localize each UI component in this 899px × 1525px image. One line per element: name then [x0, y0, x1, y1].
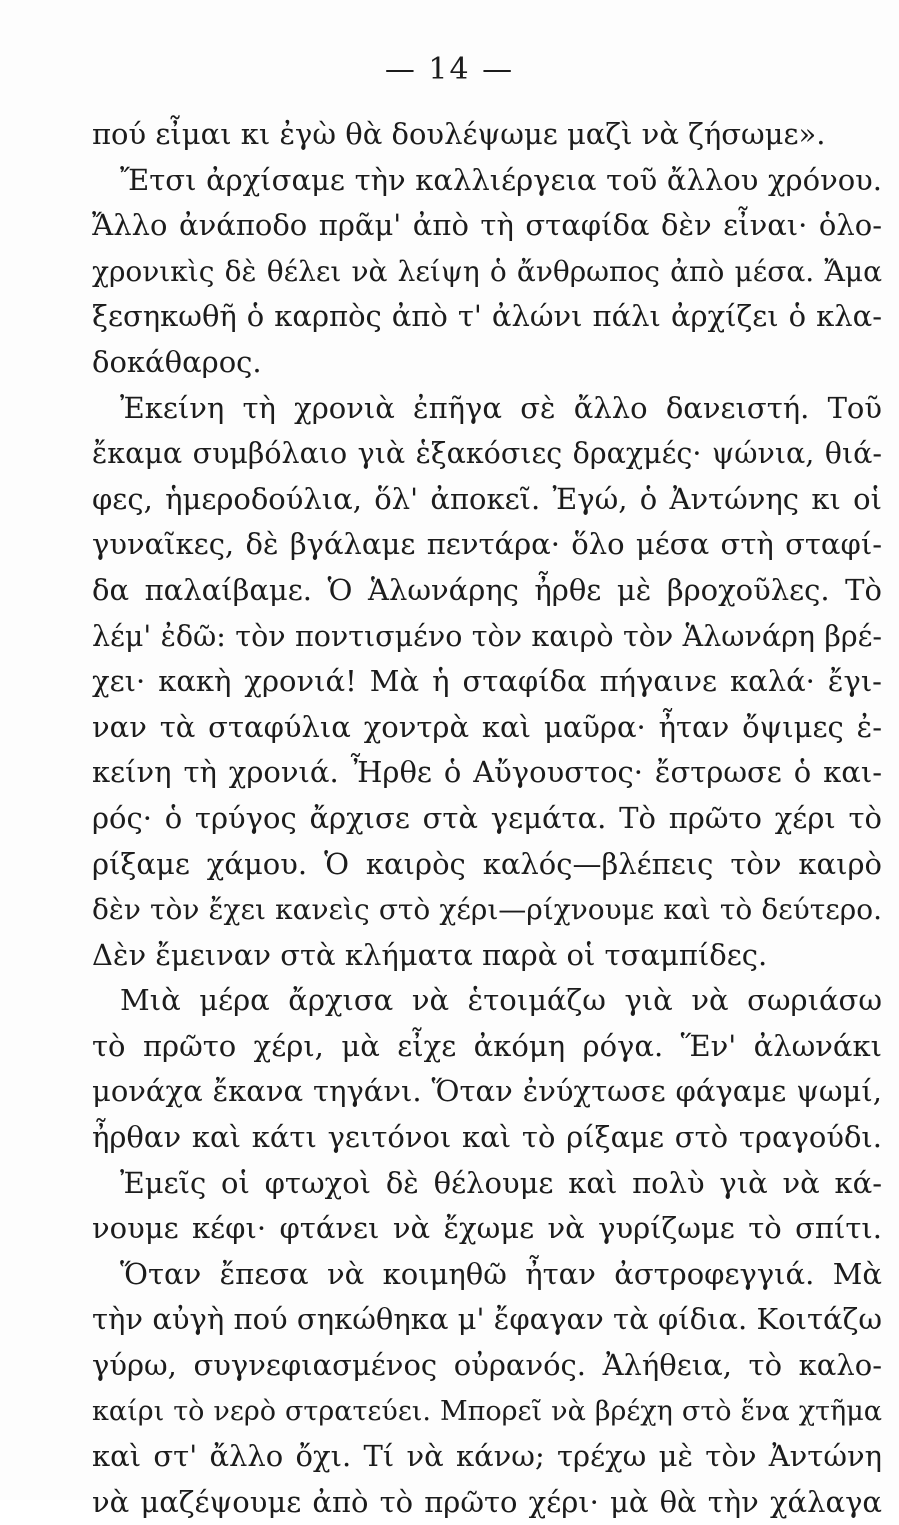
text-line: τὴν αὐγὴ πού σηκώθηκα μ' ἔφαγαν τὰ φίδια. Κοιτάζω — [92, 1302, 882, 1337]
text-line: Ὅταν ἔπεσα νὰ κοιμηθῶ ἦταν ἀστροφεγγιά. Μὰ — [120, 1256, 882, 1291]
text-line: φες, ἡμεροδούλια, ὅλ' ἀποκεῖ. Ἐγώ, ὁ Ἀντώνης κι οἱ — [92, 481, 882, 516]
text-line: ξεσηκωθῆ ὁ καρπὸς ἀπὸ τ' ἀλώνι πάλι ἀρχίζει ὁ κλα- — [92, 299, 882, 334]
text-line: ἔκαμα συμβόλαιο γιὰ ἑξακόσιες δραχμές· ψώνια, θιά- — [92, 437, 882, 471]
text-line: καίρι τὸ νερὸ στρατεύει. Μπορεῖ νὰ βρέχη στὸ ἕνα χτῆμα — [92, 1395, 882, 1427]
text-line: κείνη τὴ χρονιά. Ἦρθε ὁ Αὔγουστος· ἔστρωσε ὁ και- — [92, 755, 882, 790]
text-line: Ἄλλο ἀνάποδο πρᾶμ' ἀπὸ τὴ σταφίδα δὲν εἶναι· ὁλο- — [92, 208, 882, 243]
text-line: Μιὰ μέρα ἄρχισα νὰ ἑτοιμάζω γιὰ νὰ σωριάσω — [120, 983, 882, 1018]
body-text — [92, 112, 882, 1525]
text-line: πού εἶμαι κι ἐγὼ θὰ δουλέψωμε μαζὶ νὰ ζήσωμε». — [92, 117, 826, 151]
text-line: Ἔτσι ἀρχίσαμε τὴν καλλιέργεια τοῦ ἄλλου χρόνου. — [120, 162, 882, 197]
text-line: λέμ' ἐδῶ: τὸν ποντισμένο τὸν καιρὸ τὸν Ἁλωνάρη βρέ- — [92, 619, 882, 653]
text-line: ρός· ὁ τρύγος ἄρχισε στὰ γεμάτα. Τὸ πρῶτο χέρι τὸ — [92, 800, 882, 835]
text-line: ἦρθαν καὶ κάτι γειτόνοι καὶ τὸ ρίξαμε στὸ τραγούδι. — [92, 1120, 882, 1155]
text-line: γύρω, συγνεφιασμένος οὐρανός. Ἀλήθεια, τὸ καλο- — [92, 1348, 882, 1383]
text-line: χει· κακὴ χρονιά! Μὰ ἡ σταφίδα πήγαινε καλά· ἔγι- — [92, 664, 882, 699]
text-line: νουμε κέφι· φτάνει νὰ ἔχωμε νὰ γυρίζωμε τὸ σπίτι. — [92, 1211, 882, 1246]
text-line: καὶ στ' ἄλλο ὄχι. Τί νὰ κάνω; τρέχω μὲ τὸν Ἀντώνη — [92, 1439, 882, 1474]
page-number: — 14 — — [384, 52, 515, 87]
text-line: δὲν τὸν ἔχει κανεὶς στὸ χέρι—ρίχνουμε καὶ τὸ δεύτερο. — [92, 893, 882, 927]
text-line: χρονικὶς δὲ θέλει νὰ λείψη ὁ ἄνθρωπος ἀπὸ μέσα. Ἄμα — [92, 254, 882, 288]
text-line: Ἐμεῖς οἱ φτωχοὶ δὲ θέλουμε καὶ πολὺ γιὰ νὰ κά- — [120, 1165, 882, 1200]
text-line: ναν τὰ σταφύλια χοντρὰ καὶ μαῦρα· ἦταν ὄψιμες ἐ- — [92, 709, 882, 744]
text-line: Ἐκείνη τὴ χρονιὰ ἐπῆγα σὲ ἄλλο δανειστή. Τοῦ — [120, 390, 882, 425]
text-line: δοκάθαρος. — [92, 344, 262, 379]
text-line: νὰ μαζέψουμε ἀπὸ τὸ πρῶτο χέρι· μὰ θὰ τὴν χάλαγα — [92, 1484, 882, 1519]
text-line: μονάχα ἔκανα τηγάνι. Ὅταν ἐνύχτωσε φάγαμε ψωμί, — [92, 1074, 882, 1109]
text-line: γυναῖκες, δὲ βγάλαμε πεντάρα· ὅλο μέσα στὴ σταφί- — [92, 527, 882, 562]
text-line: τὸ πρῶτο χέρι, μὰ εἶχε ἀκόμη ρόγα. Ἕν' ἀλωνάκι — [92, 1028, 882, 1063]
text-line: Δὲν ἔμειναν στὰ κλήματα παρὰ οἱ τσαμπίδες. — [92, 937, 768, 972]
text-line: ρίξαμε χάμου. Ὁ καιρὸς καλός—βλέπεις τὸν καιρὸ — [92, 846, 882, 881]
text-line: δα παλαίβαμε. Ὁ Ἁλωνάρης ἦρθε μὲ βροχοῦλες. Τὸ — [92, 572, 882, 607]
